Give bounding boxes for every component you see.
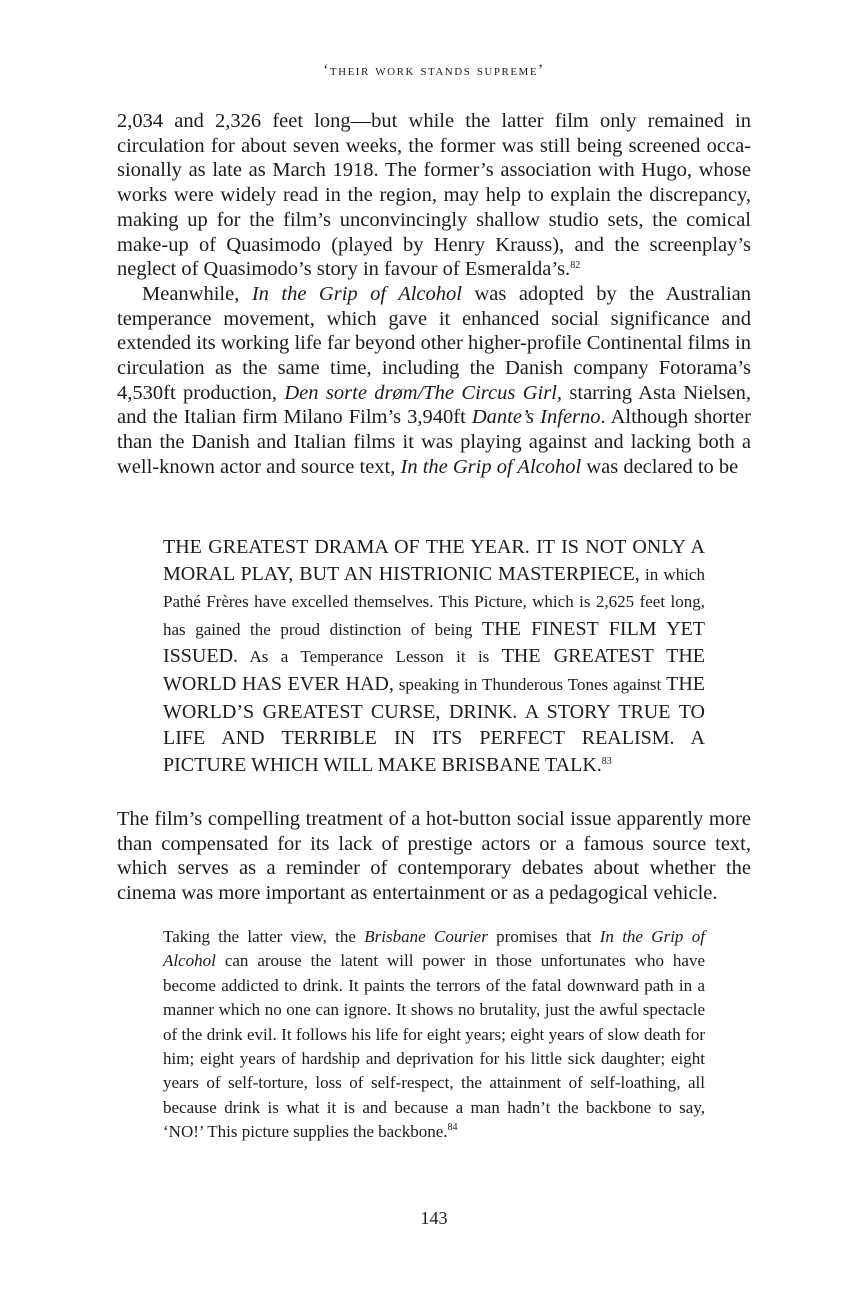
footnote-ref-82[interactable]: 82: [570, 260, 581, 272]
footnote-ref-83[interactable]: 83: [601, 755, 612, 767]
quote-text: can arouse the latent will power in those unfortunates who have become addicted to drink. It paints the terrors of the fatal downward path in a manner which no one can ignore. It shows no brutality, just the awful spectacle of the drink evil. It follows his life for eight years; eight years of slow death for him; eight years of hardship and deprivation for his little sick daughter; eight years of self-torture, loss of self-respect, the attainment of self-loathing, all because drink is what it is and because a man hadn’t the backbone to say, ‘NO!’ This picture supplies the backbone.: [163, 951, 705, 1142]
running-header: ‘their work stands supreme’: [323, 62, 545, 79]
paragraph-2-text: . Although shorter than the Danish and Italian films it was playing against and lacking both a well-known actor and source text,: [117, 406, 751, 478]
film-title: Dante’s Inferno: [471, 406, 601, 429]
quote-caps: THE WORLD’S GREATEST CURSE, DRINK. A STORY TRUE TO LIFE AND TERRIBLE IN ITS PERFECT REALISM. A PICTURE WHICH WILL MAKE BRISBANE TALK.: [163, 672, 705, 776]
paragraph-1-text: 2,034 and 2,326 feet long—but while the latter film only remained in circulation for about seven weeks, the former was still being screened occasionally as late as March 1918. The former’s association with Hugo, whose works were widely read in the region, may help to explain the discrepancy, making up for the film’s unconvincingly shallow studio sets, the comical make-up of Quasimodo (played by Henry Krauss), and the screenplay’s neglect of Quasimodo’s story in favour of Esmeralda’s.: [117, 110, 751, 281]
paragraph-3: [117, 807, 751, 906]
quote-text: As a Temperance Lesson it is: [238, 647, 502, 667]
newspaper-title: Brisbane Courier: [364, 927, 488, 946]
footnote-ref-84[interactable]: 84: [447, 1122, 458, 1134]
block-quote-advertisement: [163, 534, 705, 778]
film-title: In the Grip of Alcohol: [163, 927, 705, 971]
paragraph-2: [117, 282, 751, 480]
paragraph-2-text: was adopted by the Australian temperance movement, which gave it enhanced social significance and extended its working life far beyond other higher-profile Continental films in circulation as the same time, including the Danish company Fotorama’s 4,530ft production,: [117, 282, 751, 404]
film-title: In the Grip of Alcohol: [251, 282, 462, 305]
paragraph-2-text: Meanwhile,: [142, 282, 252, 305]
quote-text: speaking in Thunderous Tones against: [393, 674, 667, 694]
film-title: In the Grip of Alcohol: [400, 455, 582, 478]
quote-caps: THE FINEST FILM YET ISSUED.: [163, 617, 705, 668]
quote-text: Taking the latter view, the: [163, 927, 365, 946]
paragraph-2-text: was declared to be: [581, 455, 739, 478]
page-number: 143: [420, 1208, 448, 1228]
paragraph-2-text: starring Asta Nielsen, and the Italian firm Milano Film’s 3,940ft: [117, 381, 751, 429]
quote-caps: THE GREATEST THE WORLD HAS EVER HAD,: [163, 645, 705, 695]
paragraph-1: [117, 109, 751, 480]
quote-text: promises that: [487, 927, 600, 946]
paragraph-3-text: The film’s compelling treatment of a hot-button social issue apparently more than compensated for its lack of prestige actors or a famous source text, which serves as a reminder of contemporary debates about whether the cinema was more important as entertainment or as a pedagogical vehicle.: [117, 808, 751, 905]
block-quote-brisbane-courier: [163, 925, 705, 1145]
quote-caps: THE GREATEST DRAMA OF THE YEAR. IT IS NOT ONLY A MORAL PLAY, BUT AN HISTRIONIC MASTERPIECE,: [163, 536, 705, 585]
film-title: Den sorte drøm/The Circus Girl,: [284, 381, 563, 404]
quote-text: in which Pathé Frères have excelled themselves. This Picture, which is 2,625 feet long, has gained the proud distinction of being: [163, 564, 705, 639]
